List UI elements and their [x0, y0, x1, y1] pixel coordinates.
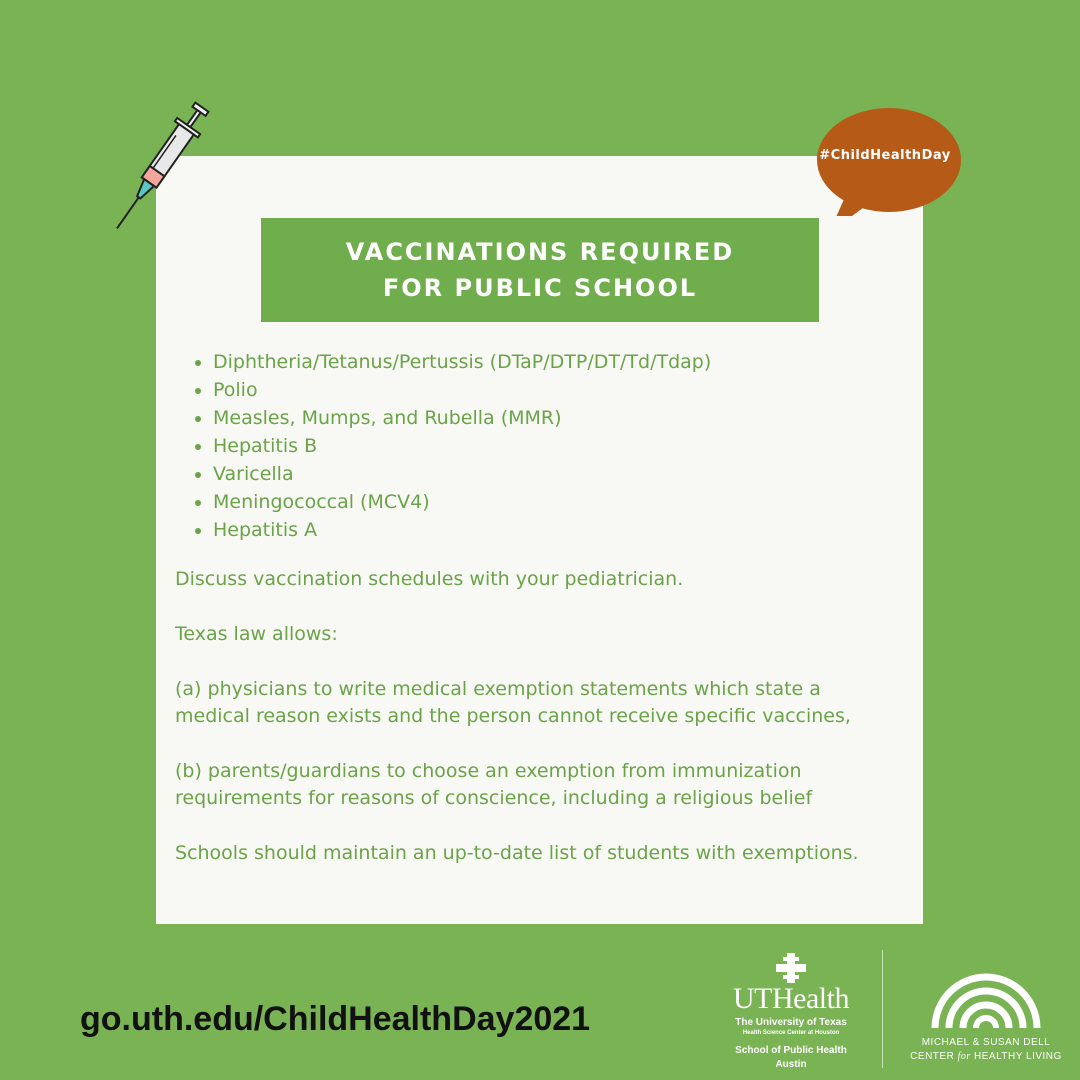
uthealth-logo [716, 953, 866, 1071]
exemption-a-paragraph: (a) physicians to write medical exemption statements which state a medical reason exists and the person cannot receive specific vaccines, [175, 678, 851, 727]
vaccine-list [175, 348, 895, 544]
dell-for-word: for [957, 1051, 971, 1062]
title-banner [261, 218, 819, 322]
list-item: • Hepatitis B [213, 432, 895, 460]
uthealth-line-2: Health Science Center at Houston [742, 1030, 840, 1036]
schools-paragraph: Schools should maintain an up-to-date list of students with exemptions. [175, 842, 859, 864]
title-line-2: FOR PUBLIC SCHOOL [382, 274, 698, 302]
list-item: • Hepatitis A [213, 516, 895, 544]
exemption-b-paragraph: (b) parents/guardians to choose an exemption from immunization requirements for reasons of conscience, including a religious belief [175, 760, 813, 809]
list-item: • Measles, Mumps, and Rubella (MMR) [213, 404, 895, 432]
dell-healthy-living-word: HEALTHY LIVING [974, 1051, 1062, 1062]
logo-divider [882, 950, 883, 1068]
title-line-1: VACCINATIONS REQUIRED [345, 238, 735, 266]
discuss-paragraph: Discuss vaccination schedules with your pediatrician. [175, 568, 684, 590]
campaign-url-link[interactable]: go.uth.edu/ChildHealthDay2021 [80, 1000, 591, 1038]
content-body [175, 348, 895, 867]
law-paragraph: Texas law allows: [175, 623, 338, 645]
list-item: • Varicella [213, 460, 895, 488]
dell-line-1: MICHAEL & SUSAN DELL [921, 1037, 1051, 1048]
syringe-icon [100, 92, 220, 242]
list-item: • Diphtheria/Tetanus/Pertussis (DTaP/DTP/DT/Td/Tdap) [213, 348, 895, 376]
uthealth-line-4: Austin [775, 1059, 807, 1070]
list-item: • Polio [213, 376, 895, 404]
dell-line-2 [900, 1050, 1072, 1064]
dell-center-logo [900, 972, 1072, 1064]
uthealth-line-3: School of Public Health [735, 1045, 847, 1056]
hashtag-label: #ChildHealthDay [819, 148, 951, 163]
list-item: • Meningococcal (MCV4) [213, 488, 895, 516]
dell-center-word: CENTER [910, 1051, 955, 1062]
rainbow-arc-icon [931, 972, 1041, 1028]
uthealth-line-1: The University of Texas [735, 1017, 847, 1028]
uthealth-wordmark: UTHealth [733, 982, 849, 1015]
uthealth-cross-icon [776, 953, 806, 983]
